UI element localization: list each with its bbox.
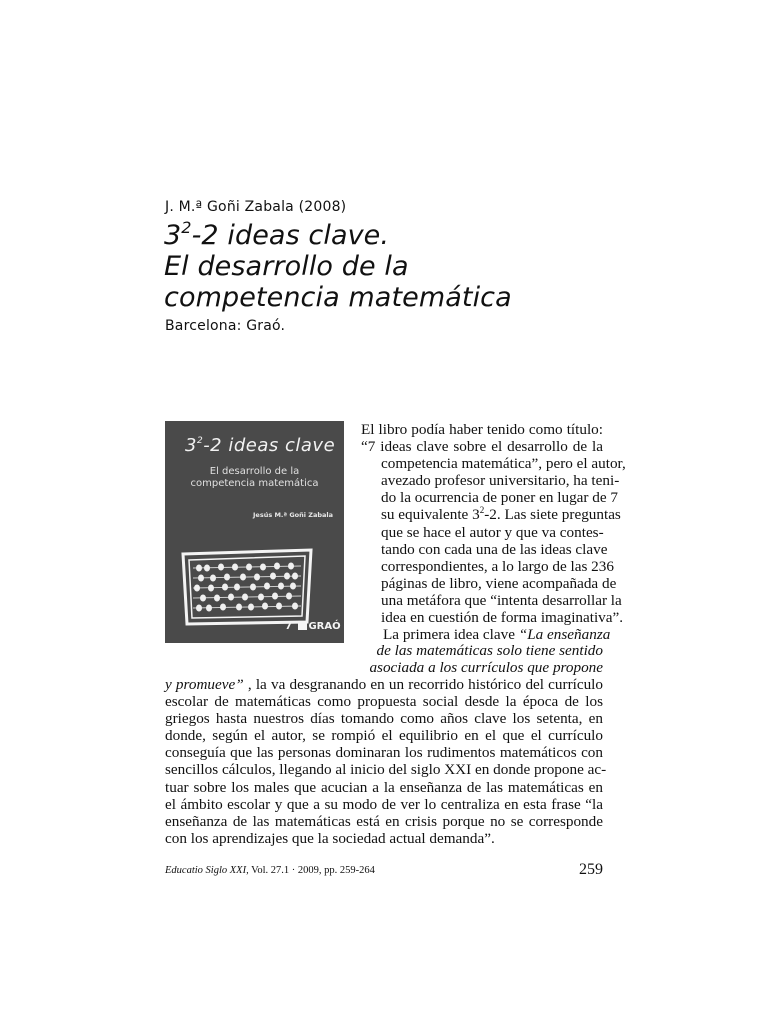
body-line: do la ocurrencia de poner en lugar de 7 bbox=[381, 489, 618, 507]
title-line-1: -2 ideas clave. bbox=[191, 220, 390, 251]
body-line-part: su equivalente 3 bbox=[381, 506, 480, 524]
body-line-part: , la va desgranando en un recorrido histórico del currículo bbox=[243, 676, 603, 693]
cover-title-rest: -2 ideas clave bbox=[203, 435, 336, 456]
title-base: 3 bbox=[164, 220, 182, 251]
cover-title bbox=[185, 435, 335, 456]
body-line: griegos hasta nuestros días tomando como años clave los setenta, en bbox=[165, 710, 603, 728]
body-line bbox=[165, 676, 603, 693]
abacus-illustration bbox=[177, 546, 317, 628]
body-line-italic: y promueve” bbox=[165, 676, 244, 693]
body-line-italic: “La enseñanza bbox=[518, 626, 611, 644]
body-line: enseñanza de las matemáticas está en crisis porque no se corresponde bbox=[165, 812, 603, 830]
body-line: con los aprendizajes que la sociedad actual demanda”. bbox=[165, 829, 495, 847]
body-line: que se hace el autor y que va contes- bbox=[381, 523, 604, 541]
body-line: tuar sobre los males que acucian a la enseñanza de las matemáticas en bbox=[165, 778, 603, 796]
footer-journal-name: Educatio Siglo XXI, bbox=[165, 865, 249, 876]
cover-author: Jesús M.ª Goñi Zabala bbox=[253, 511, 333, 519]
body-line: conseguía que las personas dominaran los rudimentos matemáticos con bbox=[165, 744, 603, 762]
cover-publisher-logo bbox=[285, 621, 341, 632]
body-text-full-width bbox=[165, 676, 607, 847]
body-line: “7 ideas clave sobre el desarrollo de la bbox=[361, 438, 603, 456]
title-line-2: El desarrollo de la bbox=[164, 251, 409, 282]
body-line: correspondientes, a lo largo de las 236 bbox=[381, 557, 614, 575]
body-line: avezado profesor universitario, ha teni- bbox=[381, 472, 620, 490]
body-line: escolar de matemáticas como propuesta social desde la época de los bbox=[165, 693, 603, 711]
body-line: El libro podía haber tenido como título: bbox=[361, 421, 603, 438]
page-footer bbox=[165, 861, 603, 882]
quote-lines bbox=[358, 642, 603, 676]
body-line: competencia matemática”, pero el autor, bbox=[381, 455, 626, 473]
body-line-part: La primera idea clave bbox=[383, 626, 519, 644]
cover-logo-text: GRAÓ bbox=[308, 621, 341, 632]
body-line: sencillos cálculos, llegando al inicio del siglo XXI en donde propone ac- bbox=[165, 761, 607, 779]
review-publisher: Barcelona: Graó. bbox=[165, 318, 286, 334]
body-line-italic: de las matemáticas solo tiene sentido bbox=[376, 642, 603, 659]
cover-title-superscript: 2 bbox=[196, 436, 204, 446]
footer-volume: Vol. 27.1 · 2009, pp. 259-264 bbox=[248, 865, 375, 876]
body-line-part: -2. Las siete preguntas bbox=[484, 506, 621, 524]
body-line bbox=[361, 505, 621, 524]
body-line-italic: asociada a los currículos que propone bbox=[369, 659, 603, 677]
body-line: tando con cada una de las ideas clave bbox=[381, 540, 608, 558]
body-line: páginas de libro, viene acompañada de bbox=[381, 574, 617, 592]
body-text-right-column bbox=[361, 421, 626, 644]
body-line: idea en cuestión de forma imaginativa”. bbox=[381, 609, 624, 627]
body-superscript: 2 bbox=[479, 505, 485, 516]
cover-subtitle-line-2: competencia matemática bbox=[190, 478, 319, 489]
graó-logo-icon bbox=[298, 621, 307, 630]
footer-journal-info bbox=[165, 865, 375, 876]
body-line: una metáfora que “intenta desarrollar la bbox=[381, 591, 622, 609]
cover-subtitle bbox=[165, 466, 344, 490]
body-line: el ámbito escolar y que a su modo de ver lo centraliza en esta frase “la bbox=[165, 795, 603, 813]
review-author-year: J. M.ª Goñi Zabala (2008) bbox=[165, 199, 347, 215]
review-title bbox=[164, 220, 512, 313]
title-superscript: 2 bbox=[181, 218, 192, 237]
page-number: 259 bbox=[579, 861, 603, 878]
cover-subtitle-line-1: El desarrollo de la bbox=[209, 466, 300, 477]
book-cover-image bbox=[165, 421, 344, 643]
body-line: donde, según el autor, se rompió el equilibrio en el que el currículo bbox=[165, 727, 603, 745]
cover-series-number: 7 bbox=[285, 621, 292, 632]
title-line-3: competencia matemática bbox=[164, 282, 512, 313]
cover-title-base: 3 bbox=[185, 435, 197, 456]
body-line bbox=[361, 626, 611, 644]
